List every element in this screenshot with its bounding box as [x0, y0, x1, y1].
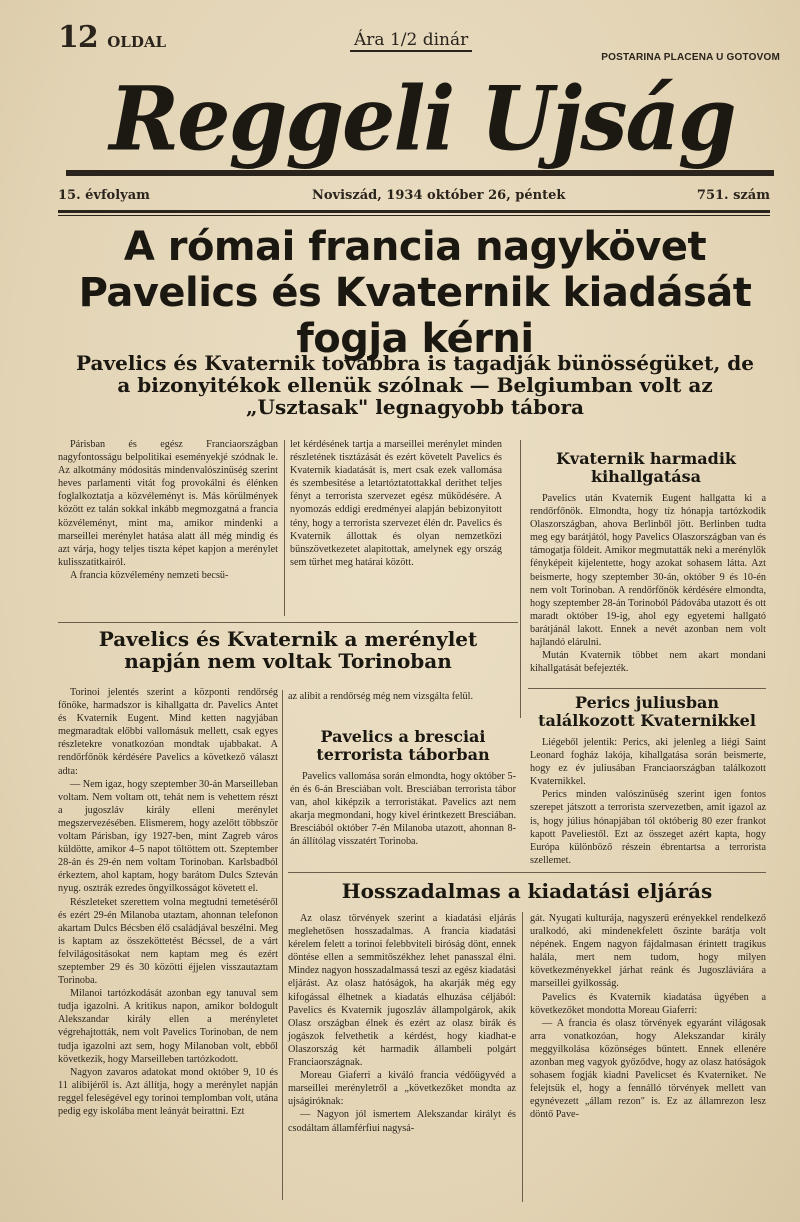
article2-title: Pavelics és Kvaternik a merénylet napján nem voltak Torinoban — [98, 627, 478, 673]
paragraph: az alibit a rendőrség még nem vizsgálta felül. — [288, 691, 474, 702]
article1-col2 — [290, 438, 502, 569]
headline-line: Pavelics és Kvaternik kiadását — [78, 270, 752, 316]
paragraph: Nagyon zavaros adatokat mond október 9, 10 és 11 alibijéről is. Azt állítja, hogy a merénylet napján reggel feleségével egy torinoi templomban volt, utána pedig egy iskolába ment leányát beirattni. Ezt — [58, 1066, 278, 1117]
volume: 15. évfolyam — [58, 188, 150, 203]
newspaper-title: Reggeli Ujság — [109, 66, 735, 171]
paragraph: Részleteket szerettem volna megtudni temetéséről és ezért 29-én Milanoba utaztam, ahonnan telefonon akartam Dulcs Bécsben élő családjával beszélni. Meg is kaptam az összeköttetést Bécssel, de a várt felvilágositásokat nem kaptam meg és ezért szeptember 29 és 30 közötti éjjelen visszautaztam Torinoba. — [58, 896, 278, 987]
main-headline — [70, 224, 760, 362]
paragraph: A francia közvélemény nemzeti becsü- — [70, 569, 229, 581]
paragraph: Pavelics és Kvaternik kiadatása ügyében a következőket mondotta Moreau Giaferri: — [530, 991, 766, 1016]
dateline-rule — [58, 210, 770, 213]
paragraph: Pavelics vallomása során elmondta, hogy október 5-én és 6-án Bresciában volt. Bresciában terrorista tábor van, ahol kiképzik a terroristákat. Pavelics azt nem akarja megmondani, hogy kivel érintkezett Bresciában. Bresciából október 7-én Milanoba utazott, ahonnan 8-án állítólag visszatért Torinoba. — [290, 771, 516, 848]
paragraph: Mután Kvaternik többet nem akart mondani kihallgatását befejezték. — [530, 650, 766, 675]
paragraph: Az olasz törvények szerint a kiadatási eljárás meglehetősen hosszadalmas. A francia kiadatási kérelem felett a torinoi felebbviteli biróság dönt, ennek döntése ellen a semmitőszékhez lehet panasszal élni. Mindez nagyon hosszadalmassá teszi az egész kiadatási eljárást. Az olasz hatóságok, ha akarják még egy kifogással élhetnek a kiadatás elhuzása céljából: Pavelics és Kvaternik jugoszláv állampolgárok, akik Olasz országban élnek és ezért az olasz birák és jogászok felvethetik a kérdést, hogy kiadhat-e Olaszország két harmadik állambeli polgárt Franciaországnak. — [288, 913, 516, 1069]
brescia-title: Pavelics a bresciai terrorista táborban — [316, 727, 490, 764]
column-rule — [282, 690, 283, 1200]
paragraph: — A francia és olasz törvények egyaránt világosak arra vonatkozóan, hogy Alekszandar király meggyilkolása közönséges bűntett. Ennek ellenére azonban meg vagyok győződve, hogy az olasz hatóságok sohasem fogják kiadni Pavelicset és Kvaterniket. Ne felejtsük el, hogy a fennálló törvények mellett van egynévezett „állam rezon" is. Ez az államrezon lesz döntő Pave- — [530, 1017, 766, 1121]
column-rule — [520, 440, 521, 718]
column-rule — [522, 912, 523, 1202]
paragraph: let kérdésének tartja a marseillei merénylet minden részletének tisztázását és ezért követelt Pavelics és Kvaternik kiadatását is, mert csak ezek vallomása és szembesitése a letartóztatottakkal derithet teljes fényt a terrorista szervezet egész működésére. A nyomozás eddigi eredményei alapján bebizonyitott tény, hogy a terrorista szervezet élén dr. Pavelics és Kvaternik állottak és olyan nemzetközi bünszövetkezetet alapitottak, amelynek egy ország sem türhet meg határai között. — [290, 439, 502, 568]
main-subhead: Pavelics és Kvaternik továbbra is tagadják bünösségüket, de a bizonyitékok ellenük szólnak — Belgiumban volt az „Usztasak" legnagyobb tábora — [76, 351, 754, 419]
place-date: Noviszád, 1934 október 26, péntek — [312, 188, 566, 203]
dateline-rule-thin — [58, 215, 770, 216]
article2-col1 — [58, 686, 278, 1118]
section-rule — [528, 688, 766, 689]
paragraph: Moreau Giaferri a kiváló francia védőügyvéd a marseillei merényletről a „következőket mondta az ujságiróknak: — [288, 1070, 516, 1108]
nameplate-rule — [66, 170, 774, 176]
perics-title: Perics juliusban találkozott Kvaternikkel — [538, 693, 756, 730]
postal-note: POSTARINA PLACENA U GOTOVOM — [601, 52, 780, 63]
article3-col2 — [530, 912, 766, 1122]
headline-line: fogja kérni — [296, 316, 534, 362]
paragraph: — Nem igaz, hogy szeptember 30-án Marseilleban voltam. Nem voltam ott, tehát nem is vehettem részt a jugoszláv király elleni merénylet megszervezésében. Elismerem, hogy azelőtt többször voltam Párisban, így 1927-ben, mint Zagreb város küldötte, amikor 4–5 napot töltöttem ott. Szeptember 28-án és 29-én nem voltam Torinoban. Karlsbadból érkeztem, ahol kaptam, hogy barátom Dulcs Szteván nyug. osztrák ezredes öngyilkosságot követett el. — [58, 778, 278, 895]
perics-body — [530, 736, 766, 867]
issue-number: 751. szám — [696, 188, 770, 203]
article3-col1 — [288, 912, 516, 1135]
paragraph: gát. Nyugati kulturája, nagyszerű erényekkel rendelkező uralkodó, aki mindenekfelett őszinte barátja volt népének. Engem nagyon fájdalmasan érintett tragikus halála, mert nem tudom, hogy milyen következményekkel járhat reánk és Jugoszláviára a marseillei gyilkosság. — [530, 913, 766, 990]
kvaternik-title: Kvaternik harmadik kihallgatása — [555, 449, 736, 486]
price-text: Ára 1/2 dinár — [350, 30, 472, 52]
column-rule — [284, 440, 285, 616]
article3-title: Hosszadalmas a kiadatási eljárás — [341, 879, 713, 903]
page-count-number: 12 — [58, 20, 98, 55]
article1-col1 — [58, 438, 278, 582]
paragraph: Liégeből jelentik: Perics, aki jelenleg a liégi Saint Leonard fogház lakója, kihallgatása során beismerte, hogy ez év juliusában Franciaországban találkozott Kvaternikkel. — [530, 737, 766, 788]
headline-line: A római francia nagykövet — [123, 224, 707, 270]
article2-col2 — [288, 690, 516, 703]
kvaternik-body — [530, 492, 766, 675]
page-count — [58, 20, 166, 55]
paragraph: Torinoi jelentés szerint a központi rendőrség főnöke, harmadszor is kihallgatta dr. Pavelics Antet és Kvaternik Eugent. Mind ketten nagyjában megmaradtak előbbi vallomásuk mellett, csak egyes részletekre vonatkozóan mondtak ujabbakat. A rendőrfőnök kérdésére Pavelics a következő választ adta: — [58, 687, 278, 777]
paragraph: Milanoi tartózkodását azonban egy tanuval sem tudja igazolni. A kritikus napon, amikor boldogult Alekszandar király ellen a merényletet végrehajtották, nem volt Pavelics Torinoban, de nem tudja igazolni azt sem, hogy Milanoban volt, ebből következik, hogy Marseilleben tartózkodott. — [58, 988, 278, 1065]
paragraph: Perics minden valószinüség szerint igen fontos szerepet játszott a terrorista szervezetben, amit igazol az is, hogy július hónapjában tól októberig 80 ezer frankot kapott Paveliestől. Ezt az összeget azért kapta, hogy Európa különböző részein ébrentartsa a terrorista szellemet. — [530, 789, 766, 866]
dateline — [58, 188, 770, 208]
price — [350, 30, 472, 52]
section-rule — [288, 872, 766, 873]
section-rule — [58, 622, 518, 623]
masthead-strip — [58, 18, 780, 63]
paragraph: — Nagyon jól ismertem Alekszandar királyt és csodáltam államférfiui nagysá- — [288, 1109, 516, 1134]
paragraph: Párisban és egész Franciaországban nagyfontosságu belpolitikai eseményekjé szódnak le. Az alkotmány módositás mindenvalószinüség szerint heves parlamenti vitát fog provokálni és élénken foglalkoztatja a közvéleményt is. Más körülmények között ez talán sokkal inkább megmozgatná a francia közvéleményt, mint ma, amikor mindenki a marseillei merénylet hatása alatt áll még mindig és azt várja, hogy teljes tiszta képet kapjon a merénylet kulisszatitkairól. — [58, 439, 278, 568]
paragraph: Pavelics után Kvaternik Eugent hallgatta ki a rendőrfőnök. Elmondta, hogy tíz hónapja tartózkodik Olaszországban, ahova Berlinből jött. Berlinben tudta meg egy barátjától, hogy Pavelics Olaszországban van és támogatja földeit. Amikor megmutatták neki a merénylők fényképeit kijelentette, hogy azokat sohasem látta. Azt beismerte, hogy szeptember 30-án, október 9 és 10-én nem volt Torinoban. A rendőrfőnök kérdésére elmondta, hogy szeptember 28-án Torinoból Pádovába utazott és ott maradt október 19-ig, ahol egy egyetemi hallgató barátjánál lakott. Ennek a nevét azonban nem volt hajlandó elárulni. — [530, 493, 766, 649]
brescia-body — [290, 770, 516, 849]
page-count-unit: OLDAL — [107, 33, 167, 51]
